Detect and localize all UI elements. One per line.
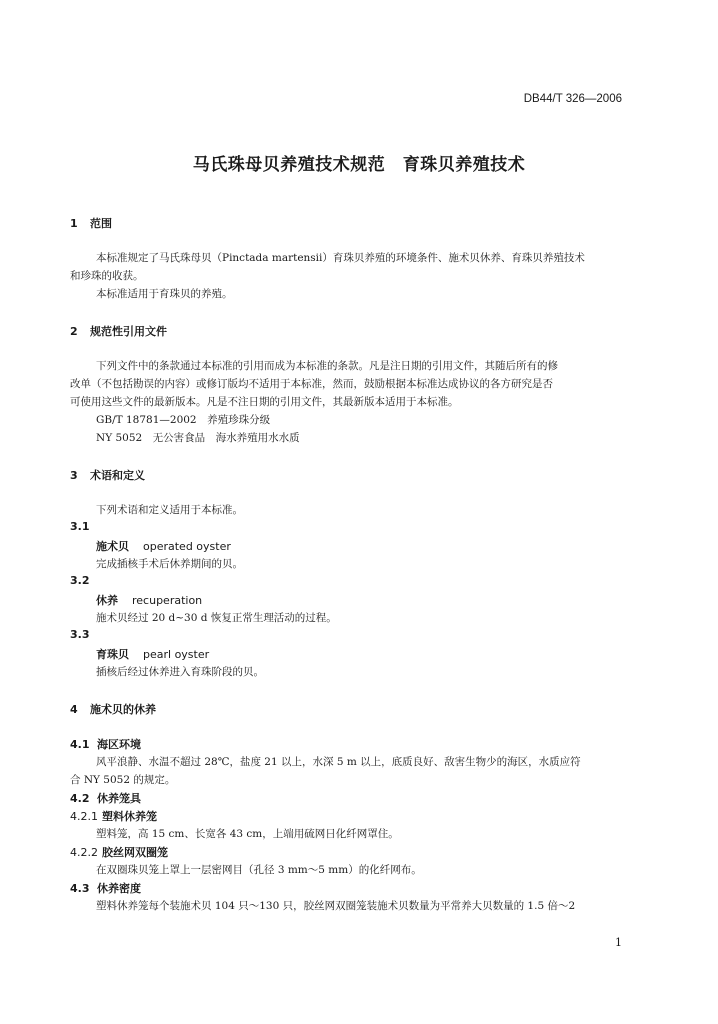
- term-en: pearl oyster: [143, 648, 210, 661]
- paragraph-line: 下列术语和定义适用于本标准。: [96, 504, 243, 516]
- subsection-title: 塑料休养笼: [102, 810, 157, 823]
- section-number: 2: [70, 325, 78, 338]
- paragraph-line: 风平浪静、水温不超过 28℃，盐度 21 以上，水深 5 m 以上，底质良好、敌害生物少的海区，水质应符: [96, 756, 581, 768]
- section-title: 规范性引用文件: [90, 325, 167, 338]
- subsection-title: 胶丝网双圈笼: [102, 846, 168, 859]
- reference-item: NY 5052 无公害食品 海水养殖用水水质: [96, 432, 300, 444]
- paragraph-line: 改单（不包括勘误的内容）或修订版均不适用于本标准，然而，鼓励根据本标准达成协议的各方研究是否: [70, 378, 553, 390]
- section-title: 范围: [90, 217, 112, 230]
- term-zh: 休养: [96, 594, 118, 607]
- page-number: 1: [615, 936, 622, 949]
- section-number: 4: [70, 703, 78, 716]
- subsection-number: 4.1: [70, 738, 90, 751]
- paragraph-line: 和珍珠的收获。: [70, 270, 144, 282]
- term-zh: 施术贝: [96, 540, 129, 553]
- term-en: recuperation: [132, 594, 203, 607]
- section-4-heading: [70, 701, 156, 717]
- term-en: operated oyster: [143, 540, 231, 553]
- subsection-title: 海区环境: [97, 738, 141, 751]
- page-title: 马氏珠母贝养殖技术规范 育珠贝养殖技术: [192, 155, 526, 175]
- section-1-heading: [70, 215, 112, 231]
- section-title: 施术贝的休养: [90, 703, 156, 716]
- term-number: 3.3: [70, 628, 90, 641]
- term-definition: 完成插核手术后休养期间的贝。: [96, 558, 243, 570]
- term-definition: 施术贝经过 20 d~30 d 恢复正常生理活动的过程。: [96, 612, 337, 624]
- paragraph-line: 塑料笼，高 15 cm、长宽各 43 cm，上端用硫网日化纤网罩住。: [96, 828, 399, 840]
- term-entry: [96, 646, 209, 662]
- standard-code: DB44/T 326—2006: [523, 93, 622, 105]
- term-zh: 育珠贝: [96, 648, 129, 661]
- subsection-4-2-2-heading: [70, 844, 168, 860]
- paragraph-line: 下列文件中的条款通过本标准的引用而成为本标准的条款。凡是注日期的引用文件，其随后所有的修: [96, 360, 558, 372]
- subsection-number: 4.2: [70, 792, 90, 805]
- section-2-heading: [70, 323, 167, 339]
- term-number: 3.1: [70, 520, 90, 533]
- subsection-number: 4.2.1: [70, 810, 98, 823]
- term-number: 3.2: [70, 574, 90, 587]
- paragraph-line: 在双圈珠贝笼上罩上一层密网目（孔径 3 mm～5 mm）的化纤网布。: [96, 864, 422, 876]
- term-entry: [96, 592, 202, 608]
- reference-item: GB/T 18781—2002 养殖珍珠分级: [96, 414, 271, 426]
- paragraph-line: 合 NY 5052 的规定。: [70, 774, 176, 786]
- paragraph-line: 本标准规定了马氏珠母贝（Pinctada martensii）育珠贝养殖的环境条件、施术贝休养、育珠贝养殖技术: [96, 252, 585, 264]
- subsection-title: 休养笼具: [97, 792, 141, 805]
- subsection-4-1-heading: [70, 736, 141, 752]
- section-title: 术语和定义: [90, 469, 145, 482]
- subsection-number: 4.2.2: [70, 846, 98, 859]
- subsection-number: 4.3: [70, 882, 90, 895]
- paragraph-line: 可使用这些文件的最新版本。凡是不注日期的引用文件，其最新版本适用于本标准。: [70, 396, 459, 408]
- section-number: 3: [70, 469, 78, 482]
- subsection-4-2-heading: [70, 790, 141, 806]
- paragraph-line: 塑料休养笼每个装施术贝 104 只～130 只，胶丝网双圈笼装施术贝数量为平常养大贝数量的 1.5 倍～2: [96, 900, 576, 912]
- term-entry: [96, 538, 231, 554]
- section-3-heading: [70, 467, 145, 483]
- section-number: 1: [70, 217, 78, 230]
- term-definition: 插核后经过休养进入育珠阶段的贝。: [96, 666, 264, 678]
- subsection-4-3-heading: [70, 880, 141, 896]
- subsection-4-2-1-heading: [70, 808, 157, 824]
- subsection-title: 休养密度: [97, 882, 141, 895]
- paragraph-line: 本标准适用于育珠贝的养殖。: [96, 288, 233, 300]
